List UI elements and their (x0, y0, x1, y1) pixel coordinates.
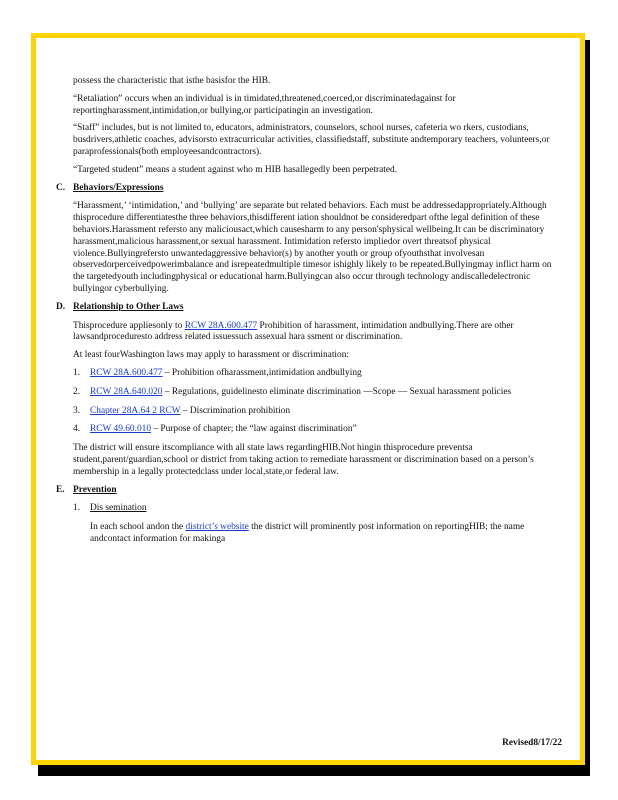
dissemination-text-end: the district will prominently post information on reportingHIB; the name andcontact information for makinga (90, 522, 525, 544)
law-description: – Prohibition ofharassment,intimidation andbullying (164, 367, 362, 378)
law-description: – Regulations, guidelinesto eliminate discrimination —Scope — Sexual harassment policies (164, 386, 512, 397)
section-d-heading (56, 302, 556, 314)
revision-date: Revised8/17/22 (502, 738, 562, 748)
law-link[interactable]: RCW 28A.640.020 (90, 386, 163, 397)
section-e-heading (56, 485, 556, 497)
law-description: – Purpose of chapter; the “law against discrimination” (153, 424, 357, 435)
section-e-title: Prevention (73, 484, 117, 495)
section-d-title: Relationship to Other Laws (73, 301, 184, 312)
subsection-number: 1. (73, 503, 81, 514)
law-item-number: 1. (73, 367, 81, 378)
subsection-title: Dis semination (90, 503, 147, 514)
law-item-number: 4. (73, 424, 81, 435)
rcw-28a-600-477-link[interactable]: RCW 28A.600.477 (184, 320, 258, 331)
document-body (56, 76, 556, 552)
relationship-paragraph (73, 321, 556, 345)
retaliation-definition: “Retaliation” occurs when an individual is in timidated,threatened,coerced,or discriminatedagainst for reportingharassment,intimidation,or bullying,or participatingin an investigation. (73, 93, 456, 116)
law-item (73, 424, 556, 436)
possess-paragraph: possess the characteristic that isthe basisfor the HIB. (73, 76, 271, 86)
law-link[interactable]: RCW 49.60.010 (90, 424, 152, 435)
relationship-text-end: Prohibition of harassment, intimidation andbullying.There are other lawsandproceduresto address related issuessuch assexual hara ssment or discrimination. (73, 320, 514, 343)
laws-intro: At least fourWashington laws may apply to harassment or discrimination: (73, 350, 350, 361)
behaviors-paragraph: “Harassment,’ ‘intimidation,’ and ‘bullying’ are separate but related behaviors. Each must be addressedappropriately.Although thisprocedure differentiatesthe three behaviors,thisdifferent iation shouldnot be consideredpart ofthe legal definition of these behaviors.Harassment refersto any maliciousact,which causesharm to any person'sphysical wellbeing.It can be discriminatory harassment,malicious harassment,or sexual harassment. Intimidation refersto impliedor overt threatsof physical violence.Bullyingrefersto unwantedaggressive behavior(s) by another youth or group ofyouthsthat involvesan observedorperceivedpowerimbalance and isrepeatedmultiple timesor ishighly likely to be repeated.Bullyingmay inflict harm on the targetedyouth includingphysical or educational harm.Bullyingcan also occur through technology andiscalledelectronic bullyingor cyberbullying. (73, 201, 552, 294)
targeted-student-definition: “Targeted student” means a student against who m HIB hasallegedly been perpetrated. (73, 164, 398, 175)
law-link[interactable]: RCW 28A.600.477 (90, 367, 163, 378)
law-item-number: 2. (73, 386, 81, 397)
section-c-title: Behaviors/Expressions (73, 182, 164, 193)
section-c-heading (56, 183, 556, 195)
law-description: – Discrimination prohibition (182, 405, 291, 416)
law-item (73, 368, 556, 380)
staff-definition: “Staff” includes, but is not limited to, educators, administrators, counselors, school nurses, cafeteria wo rkers, custodians, busdrivers,athletic coaches, advisorsto extracurricular activities, classifiedstaff, substitute andtemporary teachers, volunteers,or paraprofessionals(both employeesandcontractors). (73, 123, 550, 157)
law-link[interactable]: Chapter 28A.64 2 RCW (90, 405, 181, 416)
section-d-letter: D. (56, 301, 66, 312)
document-page (31, 33, 585, 765)
law-item (73, 406, 556, 418)
dissemination-paragraph (90, 522, 556, 546)
section-c-letter: C. (56, 182, 66, 193)
section-e-letter: E. (56, 484, 65, 495)
dissemination-text-start: In each school andon the (90, 522, 184, 533)
district-website-link[interactable]: district’s website (185, 522, 249, 533)
relationship-text-start: Thisprocedure appliesonly to (73, 320, 183, 331)
law-item-number: 3. (73, 405, 81, 416)
subsection-dissemination-heading (73, 503, 556, 515)
law-item (73, 387, 556, 399)
district-compliance-paragraph: The district will ensure itscompliance with all state laws regardingHIB.Not hingin thisprocedure preventsa student,parent/guardian,school or district from taking action to remediate harassment or discrimination based on a person’s membership in a legally protectedclass under local,state,or federal law. (73, 443, 534, 477)
